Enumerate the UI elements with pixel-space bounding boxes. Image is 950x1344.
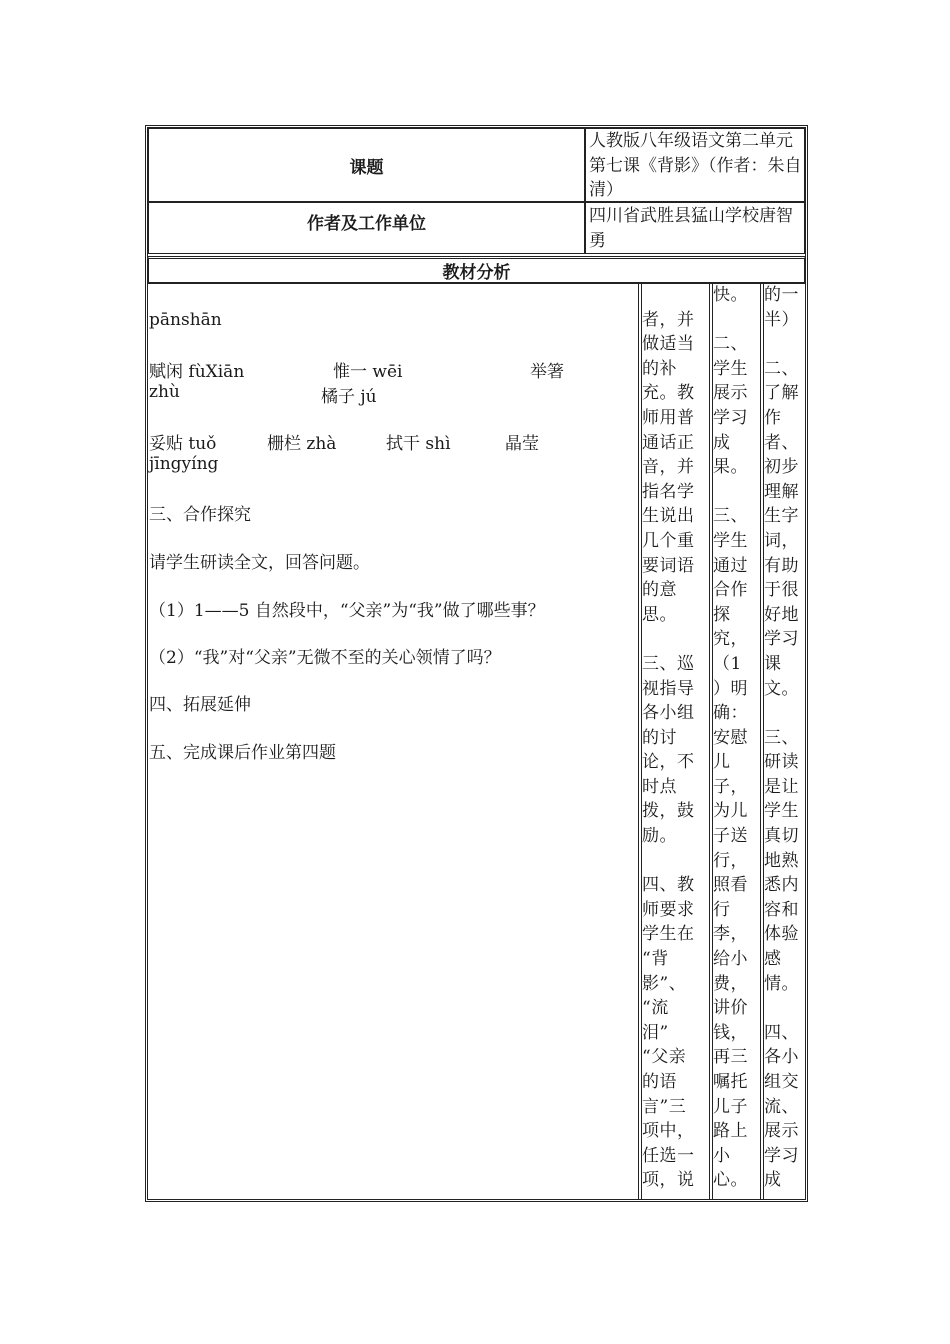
author-label: 作者及工作单位 <box>307 214 426 234</box>
topic-value-cell <box>585 128 805 202</box>
student-activity-column: 快。 二、 学生 展示 学习 成 果。 三、 学生 通过 合作 探 究， （1 ）明 确： 安慰 儿 子， 为儿 子送 行， 照看 行 李， 给小 费， 讲价 钱， 再三 嘱托 儿子 路上 小 心。 <box>713 285 748 1191</box>
vocab-item: 赋闲 fùXiān <box>149 362 245 382</box>
pinyin-line: pānshān <box>149 310 222 330</box>
vocab-item: 拭干 shì <box>386 434 451 454</box>
vocab-item: jīngyíng <box>149 454 219 474</box>
step-heading: 五、完成课后作业第四题 <box>149 743 336 763</box>
instruction-text: 请学生研读全文，回答问题。 <box>149 553 370 573</box>
section-title: 教材分析 <box>442 263 511 283</box>
author-label-cell <box>148 202 585 254</box>
author-value: 四川省武胜县猛山学校唐智勇 <box>589 206 793 251</box>
vocab-item: 惟一 wēi <box>333 362 403 382</box>
design-intent-column: 的一 半） 二、 了解 作 者、 初步 理解 生字 词， 有助 于很 好地 学习 课 文。 三、 研读 是让 学生 真切 地熟 悉内 容和 体验 感 情。 四、 各小 组交 流、 展示 学习 成 <box>764 285 799 1191</box>
author-value-cell <box>585 202 805 254</box>
vocab-item: 晶莹 <box>505 434 539 454</box>
vocab-item: 举箸 <box>530 362 564 382</box>
topic-label: 课题 <box>349 157 384 178</box>
vocab-item: 栅栏 zhà <box>267 434 337 454</box>
vocab-item: 橘子 jú <box>321 387 377 407</box>
step-heading: 四、拓展延伸 <box>149 695 251 715</box>
teacher-activity-column: 者，并 做适当 的补 充。教 师用普 通话正 音，并 指名学 生说出 几个重 要词语 的意 思。 三、巡 视指导 各小组 的讨 论，不 时点 拨，鼓 励。 四、教 师要求 学生在 “背 影”、 “流 泪” “父亲 的语 言”三 项中， 任选一 项，说 <box>642 309 695 1191</box>
vocab-item: 妥贴 tuǒ <box>149 434 217 454</box>
section-title-cell <box>148 256 805 283</box>
question-1: （1）1——5 自然段中，“父亲”为“我”做了哪些事？ <box>149 601 545 621</box>
step-heading: 三、合作探究 <box>149 505 251 525</box>
topic-value: 人教版八年级语文第二单元第七课《背影》（作者：朱自清） <box>589 131 802 200</box>
question-2: （2）“我”对“父亲”无微不至的关心领情了吗？ <box>149 648 501 668</box>
topic-label-cell <box>148 128 585 202</box>
vocab-item: zhù <box>149 382 180 402</box>
